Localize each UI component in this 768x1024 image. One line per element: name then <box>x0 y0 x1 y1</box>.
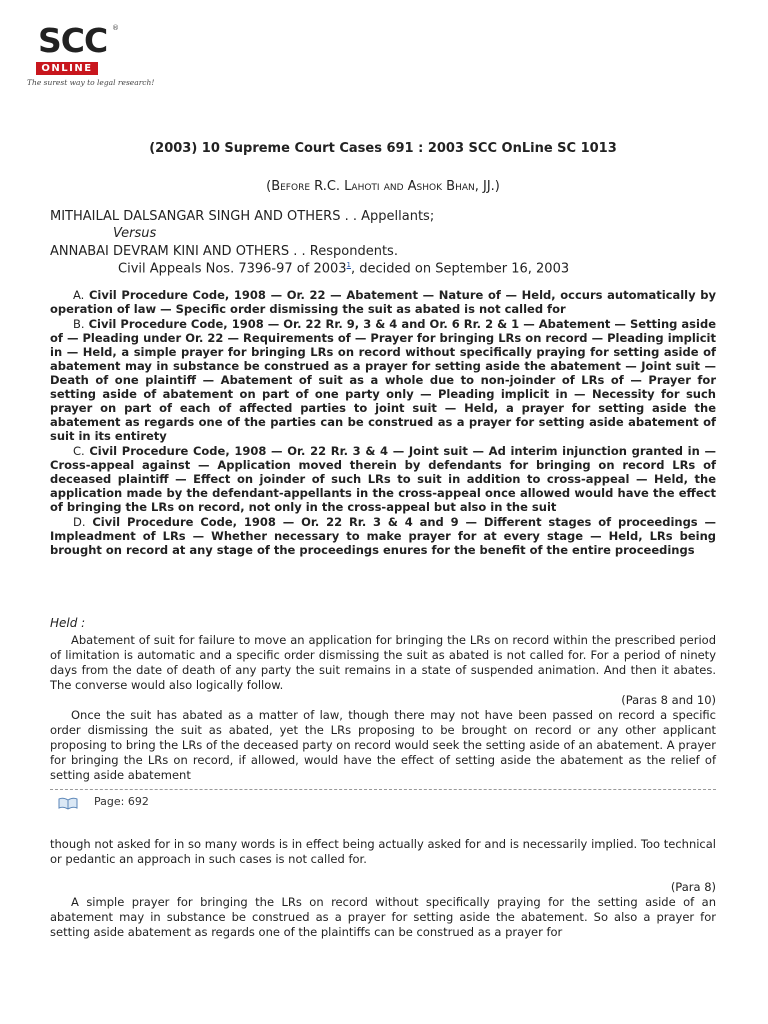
paragraph-reference: (Para 8) <box>670 880 716 894</box>
paragraph: Abatement of suit for failure to move an application for bringing the LRs on record within the prescribed period of limitation is automatic and a specific order dismissing the suit as abated is not called for. For a period of ninety days from the date of death of any party the suit remains in a state of suspended animation. And then it abates. The converse would also logically follow. <box>50 633 716 692</box>
paragraph: A simple prayer for bringing the LRs on record without specifically praying for the setting aside of an abatement may in substance be construed as a prayer for setting aside the abatement. So also a prayer for setting aside abatement as regards one of the plaintiffs can be construed as a prayer for <box>50 895 716 939</box>
headnote-text: Civil Procedure Code, 1908 — Or. 22 Rr. 3 & 4 and 9 — Different stages of proceedings — Impleadment of LRs — Whether necessary to make prayer for at every stage — Held, LRs being brought on record at any stage of the proceedings enures for the benefit of the entire proceedings <box>50 515 716 557</box>
paragraph-reference: (Paras 8 and 10) <box>621 693 716 707</box>
scc-online-logo <box>22 20 155 100</box>
headnote-c <box>50 444 716 514</box>
headnote-letter: B. <box>73 317 85 331</box>
held-label: Held : <box>50 616 86 630</box>
headnote-letter: A. <box>73 288 85 302</box>
appeal-number: Civil Appeals Nos. 7396-97 of 2003 <box>118 261 347 277</box>
logo-brand: SCC <box>38 21 108 60</box>
decision-date: , decided on September 16, 2003 <box>351 261 570 277</box>
headnote-a <box>50 288 716 316</box>
headnote-b <box>50 317 716 443</box>
page-number: Page: 692 <box>94 795 149 808</box>
paragraph: Once the suit has abated as a matter of law, though there may not have been passed on record a specific order dismissing the suit as abated, yet the LRs proposing to be brought on record or any other applicant proposing to bring the LRs of the deceased party on record would seek the setting aside of an abatement. A prayer for bringing the LRs on record, if allowed, would have the effect of setting aside the abatement as the relief of setting aside abatement <box>50 708 716 782</box>
headnote-letter: C. <box>73 444 85 458</box>
bench <box>50 179 716 194</box>
paragraph: though not asked for in so many words is in effect being actually asked for and is necessarily implied. Too technical or pedantic an approach in such cases is not called for. <box>50 837 716 866</box>
headnote-d <box>50 515 716 557</box>
case-citation: (2003) 10 Supreme Court Cases 691 : 2003 SCC OnLine SC 1013 <box>149 141 617 156</box>
body-section-1 <box>50 633 716 783</box>
appellants: MITHAILAL DALSANGAR SINGH AND OTHERS . . Appellants; <box>50 209 435 224</box>
headnote-text: Civil Procedure Code, 1908 — Or. 22 — Abatement — Nature of — Held, occurs automatically by operation of law — Specific order dismissing the suit as abated is not called for <box>50 288 716 316</box>
page-break <box>50 789 716 826</box>
book-icon <box>58 796 78 810</box>
logo-online-badge: ONLINE <box>36 62 98 75</box>
appeal-details <box>118 261 569 276</box>
logo-registered-mark: ® <box>112 24 119 32</box>
versus-label: Versus <box>113 226 157 241</box>
footnote-link[interactable]: 1 <box>346 261 351 269</box>
respondents: ANNABAI DEVRAM KINI AND OTHERS . . Respondents. <box>50 244 398 259</box>
logo-tagline: The surest way to legal research! <box>27 78 155 87</box>
headnote-text: Civil Procedure Code, 1908 — Or. 22 Rr. 9, 3 & 4 and Or. 6 Rr. 2 & 1 — Abatement — Setting aside of — Pleading under Or. 22 — Requirements of — Prayer for bringing LRs on record — Pleading implicit in — Held, a simple prayer for bringing LRs on record without specifically praying for setting aside of abatement may in substance be construed as a prayer for setting aside the abatement — Joint suit — Death of one plaintiff — Abatement of suit as a whole due to non-joinder of LRs of — Prayer for setting aside of abatement on part of one party only — Pleading implicit in — Necessity for such prayer on part of each of affected parties to joint suit — Held, a prayer for setting aside the abatement as regards one of the parties can be construed as a prayer for setting aside abatement of suit in its entirety <box>50 317 716 443</box>
headnote-letter: D. <box>73 515 86 529</box>
headnote-text: Civil Procedure Code, 1908 — Or. 22 Rr. 3 & 4 — Joint suit — Ad interim injunction granted in — Cross-appeal against — Application moved therein by defendants for bringing on record LRs of deceased plaintiff — Effect on joinder of such LRs to suit in addition to cross-appeal — Held, the application made by the defendant-appellants in the cross-appeal once allowed would have the effect of bringing the LRs on record, not only in the cross-appeal but also in the suit <box>50 444 716 514</box>
body-section-2 <box>50 837 716 940</box>
headnotes <box>50 288 716 558</box>
bench-text: (Before R.C. Lahoti and Ashok Bhan, JJ.) <box>266 179 500 194</box>
